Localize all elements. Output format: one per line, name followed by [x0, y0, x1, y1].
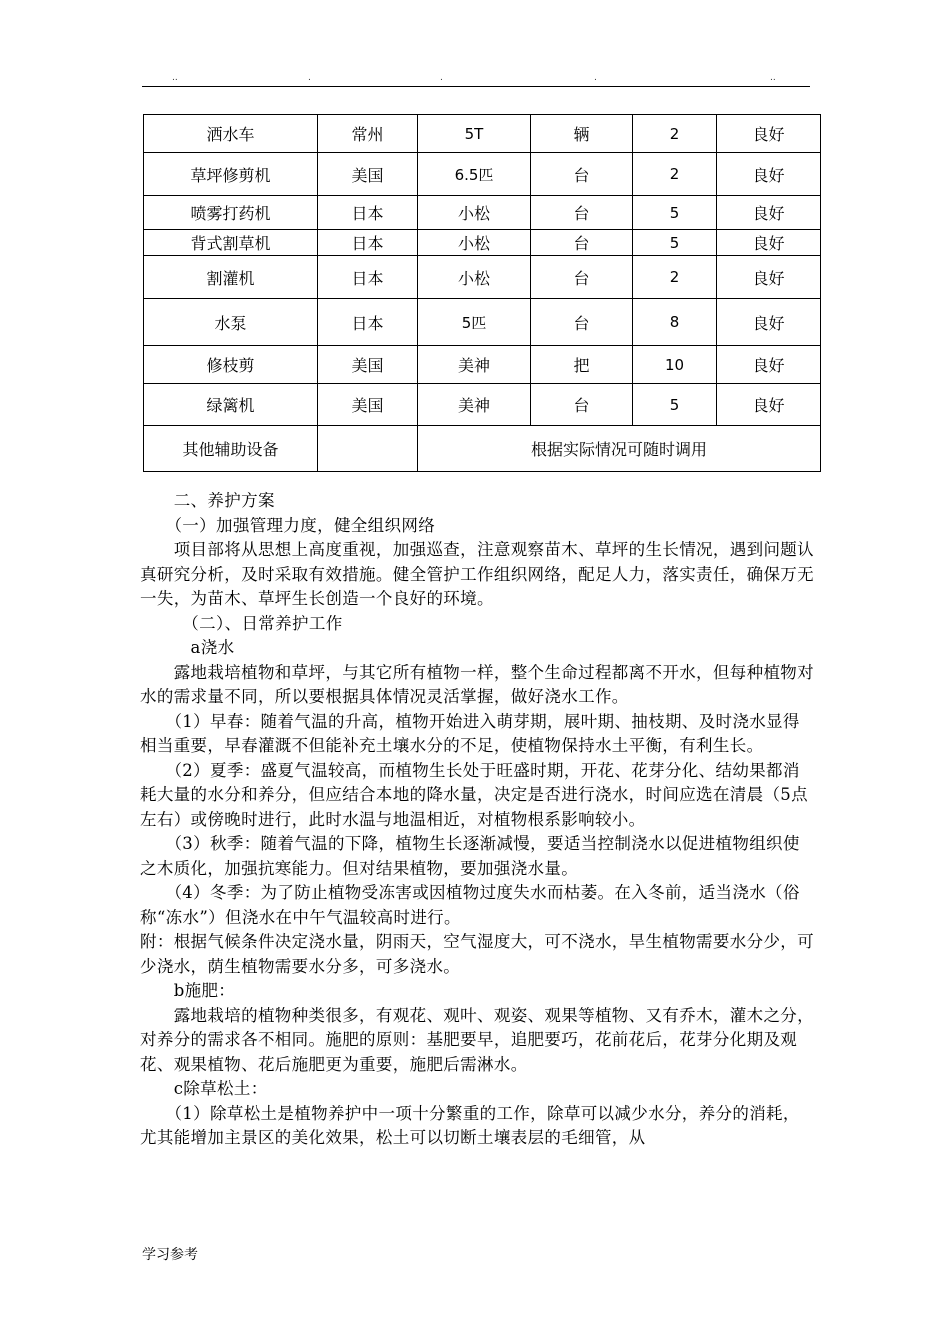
- equipment-name: 喷雾打药机: [144, 196, 318, 230]
- equipment-spec: 美神: [418, 384, 531, 426]
- equipment-spec: 6.5匹: [418, 153, 531, 196]
- page-footer: 学习参考: [142, 1247, 198, 1263]
- item-heading: a浇水: [140, 638, 235, 657]
- paragraph: 项目部将从思想上高度重视，加强巡查，注意观察苗木、草坪的生长情况，遇到问题认真研究分析，及时采取有效措施。健全管护工作组织网络，配足人力，落实责任，确保万无一失，为苗木、草坪生长创造一个良好的环境。: [140, 540, 814, 608]
- header-dot: .: [440, 73, 443, 83]
- equipment-condition: 良好: [717, 299, 821, 346]
- equipment-note: 根据实际情况可随时调用: [418, 426, 821, 472]
- equipment-name: 背式割草机: [144, 230, 318, 256]
- equipment-origin: 日本: [318, 196, 418, 230]
- equipment-unit: 台: [531, 230, 633, 256]
- paragraph: （3）秋季：随着气温的下降，植物生长逐渐减慢，要适当控制浇水以促进植物组织使之木质化，加强抗寒能力。但对结果植物，要加强浇水量。: [140, 834, 800, 878]
- equipment-spec: 5匹: [418, 299, 531, 346]
- table-row: [144, 115, 821, 153]
- equipment-condition: 良好: [717, 384, 821, 426]
- body-text: [140, 489, 815, 1151]
- table-row: [144, 426, 821, 472]
- table-row: [144, 346, 821, 384]
- equipment-condition: 良好: [717, 346, 821, 384]
- paragraph: 附：根据气候条件决定浇水量，阴雨天，空气湿度大，可不浇水，旱生植物需要水分少，可少浇水，荫生植物需要水分多，可多浇水。: [140, 932, 814, 976]
- equipment-spec: 5T: [418, 115, 531, 153]
- item-heading: c除草松土：: [140, 1079, 268, 1098]
- equipment-condition: 良好: [717, 196, 821, 230]
- equipment-table: [143, 114, 821, 472]
- equipment-spec: 小松: [418, 256, 531, 299]
- equipment-name: 草坪修剪机: [144, 153, 318, 196]
- equipment-condition: 良好: [717, 153, 821, 196]
- equipment-spec: 小松: [418, 196, 531, 230]
- table-row: [144, 256, 821, 299]
- equipment-unit: 台: [531, 299, 633, 346]
- equipment-qty: 5: [633, 196, 717, 230]
- table-row: [144, 230, 821, 256]
- header-dot: .: [594, 73, 597, 83]
- header-dots: [142, 72, 810, 84]
- equipment-origin: 日本: [318, 256, 418, 299]
- header-rule: [142, 86, 810, 87]
- section-heading: 二、养护方案: [140, 491, 275, 510]
- equipment-unit: 台: [531, 384, 633, 426]
- paragraph: （2）夏季：盛夏气温较高，而植物生长处于旺盛时期，开花、花芽分化、结幼果都消耗大量的水分和养分，但应结合本地的降水量，决定是否进行浇水，时间应选在清晨（5点左右）或傍晚时进行，此时水温与地温相近，对植物根系影响较小。: [140, 760, 808, 829]
- table-row: [144, 196, 821, 230]
- equipment-name: 洒水车: [144, 115, 318, 153]
- paragraph: （4）冬季：为了防止植物受冻害或因植物过度失水而枯萎。在入冬前，适当浇水（俗称“冻水”）但浇水在中午气温较高时进行。: [140, 883, 800, 927]
- equipment-unit: 台: [531, 256, 633, 299]
- equipment-spec: 小松: [418, 230, 531, 256]
- equipment-origin: 美国: [318, 346, 418, 384]
- equipment-unit: 把: [531, 346, 633, 384]
- subsection-heading: （一）加强管理力度，健全组织网络: [140, 515, 436, 535]
- equipment-qty: 2: [633, 153, 717, 196]
- paragraph: （1）除草松土是植物养护中一项十分繁重的工作，除草可以减少水分，养分的消耗，尤其能增加主景区的美化效果，松土可以切断土壤表层的毛细管，从: [140, 1103, 800, 1147]
- equipment-qty: 8: [633, 299, 717, 346]
- paragraph: 露地栽培植物和草坪，与其它所有植物一样，整个生命过程都离不开水，但每种植物对水的需求量不同，所以要根据具体情况灵活掌握，做好浇水工作。: [140, 662, 814, 706]
- equipment-origin: 常州: [318, 115, 418, 153]
- paragraph: 露地栽培的植物种类很多，有观花、观叶、观姿、观果等植物、又有乔木，灌木之分，对养分的需求各不相同。施肥的原则：基肥要早，追肥要巧，花前花后，花芽分化期及观花、观果植物、花后施肥更为重要，施肥后需淋水。: [140, 1005, 814, 1074]
- equipment-origin: 美国: [318, 384, 418, 426]
- table-row: [144, 384, 821, 426]
- equipment-condition: 良好: [717, 230, 821, 256]
- equipment-qty: 2: [633, 115, 717, 153]
- equipment-qty: 5: [633, 230, 717, 256]
- equipment-origin: 美国: [318, 153, 418, 196]
- equipment-origin: 日本: [318, 230, 418, 256]
- equipment-condition: 良好: [717, 256, 821, 299]
- equipment-origin-empty: [318, 426, 418, 472]
- subsection-heading: （二）、日常养护工作: [140, 613, 343, 633]
- equipment-unit: 台: [531, 153, 633, 196]
- equipment-name: 绿篱机: [144, 384, 318, 426]
- equipment-condition: 良好: [717, 115, 821, 153]
- table-row: [144, 153, 821, 196]
- equipment-origin: 日本: [318, 299, 418, 346]
- equipment-spec: 美神: [418, 346, 531, 384]
- item-heading: b施肥：: [140, 981, 236, 1000]
- header-dot: .: [308, 73, 311, 83]
- equipment-qty: 5: [633, 384, 717, 426]
- equipment-name: 修枝剪: [144, 346, 318, 384]
- equipment-qty: 2: [633, 256, 717, 299]
- equipment-qty: 10: [633, 346, 717, 384]
- equipment-unit: 台: [531, 196, 633, 230]
- equipment-name: 割灌机: [144, 256, 318, 299]
- paragraph: （1）早春：随着气温的升高，植物开始进入萌芽期，展叶期、抽枝期、及时浇水显得相当重要，早春灌溉不但能补充土壤水分的不足，使植物保持水土平衡，有利生长。: [140, 711, 800, 755]
- header-dot: ..: [172, 73, 178, 83]
- equipment-name: 水泵: [144, 299, 318, 346]
- equipment-unit: 辆: [531, 115, 633, 153]
- table-row: [144, 299, 821, 346]
- header-dot: ..: [770, 73, 776, 83]
- equipment-name: 其他辅助设备: [144, 426, 318, 472]
